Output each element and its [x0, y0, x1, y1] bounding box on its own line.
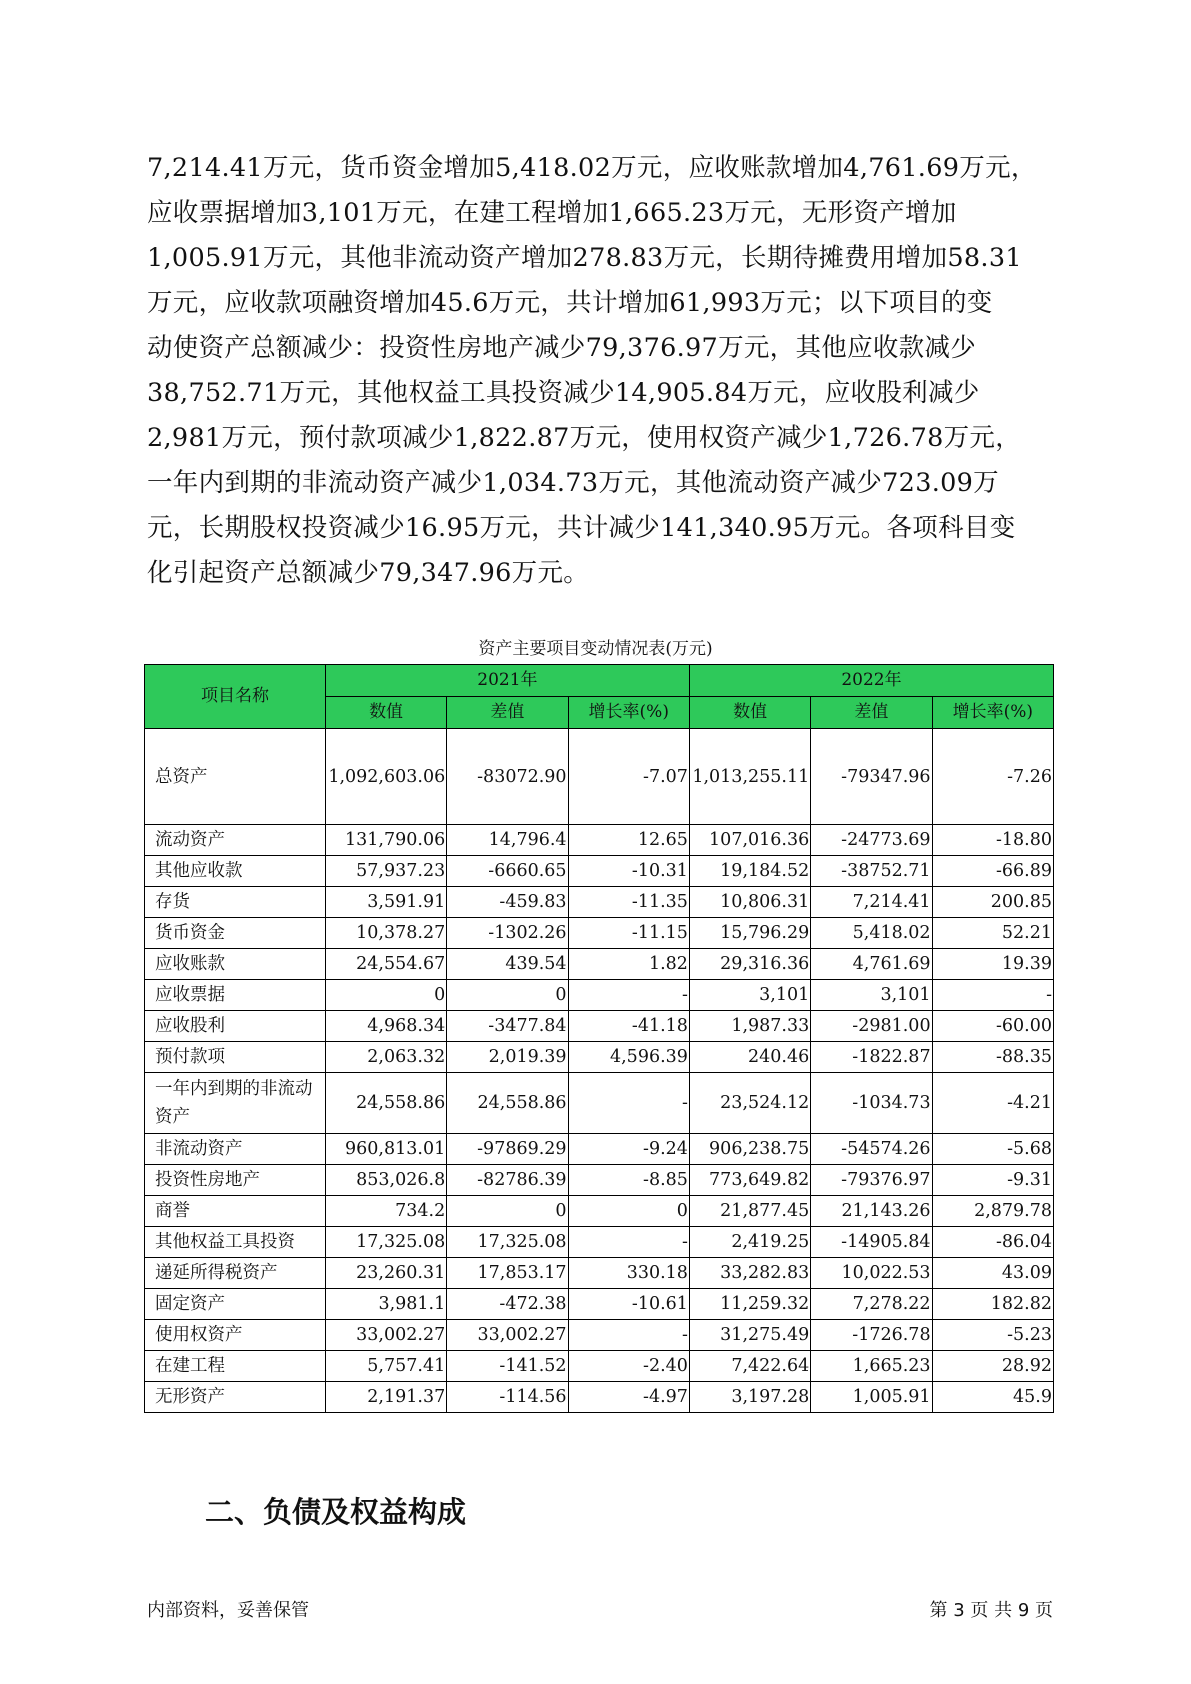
table-cell: 734.2	[325, 1196, 446, 1227]
paragraph-line: 元，长期股权投资减少16.95万元，共计减少141,340.95万元。各项科目变	[147, 513, 1016, 543]
table-cell: -6660.65	[447, 856, 568, 887]
header-item-name: 项目名称	[145, 665, 326, 729]
paragraph-line: 应收票据增加3,101万元，在建工程增加1,665.23万元，无形资产增加	[147, 198, 957, 228]
table-cell: 17,325.08	[325, 1227, 446, 1258]
table-cell: -3477.84	[447, 1011, 568, 1042]
table-cell: -86.04	[932, 1227, 1053, 1258]
table-cell: -38752.71	[811, 856, 932, 887]
table-cell: -	[568, 980, 689, 1011]
table-cell: -5.68	[932, 1134, 1053, 1165]
table-cell: -1034.73	[811, 1073, 932, 1134]
table-row	[145, 729, 1054, 825]
table-row	[145, 1073, 1054, 1134]
row-item-name: 应收股利	[145, 1011, 326, 1042]
row-item-name: 在建工程	[145, 1351, 326, 1382]
table-cell: 24,558.86	[325, 1073, 446, 1134]
table-cell: 19,184.52	[689, 856, 810, 887]
table-cell: -	[568, 1073, 689, 1134]
paragraph-line: 38,752.71万元，其他权益工具投资减少14,905.84万元，应收股利减少	[147, 378, 980, 408]
table-cell: 3,197.28	[689, 1382, 810, 1413]
table-cell: 1.82	[568, 949, 689, 980]
table-cell: -8.85	[568, 1165, 689, 1196]
paragraph-line: 1,005.91万元，其他非流动资产增加278.83万元，长期待摊费用增加58.31	[147, 243, 1022, 273]
table-cell: -10.61	[568, 1289, 689, 1320]
table-cell: -7.26	[932, 729, 1053, 825]
table-cell: 31,275.49	[689, 1320, 810, 1351]
table-cell: 200.85	[932, 887, 1053, 918]
table-cell: -4.21	[932, 1073, 1053, 1134]
row-item-name: 递延所得税资产	[145, 1258, 326, 1289]
header-growth-2022: 增长率(%)	[932, 697, 1053, 729]
table-row	[145, 825, 1054, 856]
table-cell: 3,981.1	[325, 1289, 446, 1320]
table-cell: -18.80	[932, 825, 1053, 856]
table-cell: -459.83	[447, 887, 568, 918]
table-cell: 33,002.27	[325, 1320, 446, 1351]
table-cell: 0	[447, 1196, 568, 1227]
table-cell: 21,877.45	[689, 1196, 810, 1227]
table-row	[145, 918, 1054, 949]
table-cell: 10,806.31	[689, 887, 810, 918]
paragraph-line: 7,214.41万元，货币资金增加5,418.02万元，应收账款增加4,761.69万元，	[147, 153, 1037, 183]
table-cell: -	[568, 1320, 689, 1351]
table-row	[145, 949, 1054, 980]
table-cell: 15,796.29	[689, 918, 810, 949]
table-cell: 3,101	[689, 980, 810, 1011]
table-cell: 3,591.91	[325, 887, 446, 918]
table-cell: -79347.96	[811, 729, 932, 825]
header-year-2021: 2021年	[325, 665, 689, 697]
row-item-name: 存货	[145, 887, 326, 918]
table-cell: 3,101	[811, 980, 932, 1011]
row-item-name: 货币资金	[145, 918, 326, 949]
table-cell: -97869.29	[447, 1134, 568, 1165]
table-row	[145, 980, 1054, 1011]
table-cell: 4,761.69	[811, 949, 932, 980]
table-cell: 33,282.83	[689, 1258, 810, 1289]
table-cell: -2981.00	[811, 1011, 932, 1042]
table-cell: -14905.84	[811, 1227, 932, 1258]
table-cell: 1,665.23	[811, 1351, 932, 1382]
row-item-name: 一年内到期的非流动资产	[145, 1073, 326, 1134]
table-cell: 21,143.26	[811, 1196, 932, 1227]
section-heading: 二、负债及权益构成	[205, 1495, 467, 1529]
table-cell: -7.07	[568, 729, 689, 825]
table-caption: 资产主要项目变动情况表(万元)	[478, 639, 713, 659]
table-cell: -4.97	[568, 1382, 689, 1413]
row-item-name: 固定资产	[145, 1289, 326, 1320]
table-cell: -	[568, 1227, 689, 1258]
header-diff-2022: 差值	[811, 697, 932, 729]
header-diff-2021: 差值	[447, 697, 568, 729]
table-cell: 240.46	[689, 1042, 810, 1073]
table-cell: -10.31	[568, 856, 689, 887]
row-item-name: 非流动资产	[145, 1134, 326, 1165]
table-cell: 45.9	[932, 1382, 1053, 1413]
table-cell: -	[932, 980, 1053, 1011]
table-cell: 23,524.12	[689, 1073, 810, 1134]
header-growth-2021: 增长率(%)	[568, 697, 689, 729]
row-item-name: 使用权资产	[145, 1320, 326, 1351]
table-cell: 24,554.67	[325, 949, 446, 980]
table-cell: 17,853.17	[447, 1258, 568, 1289]
table-cell: 2,419.25	[689, 1227, 810, 1258]
table-cell: 853,026.8	[325, 1165, 446, 1196]
table-cell: 131,790.06	[325, 825, 446, 856]
row-item-name: 其他应收款	[145, 856, 326, 887]
table-cell: -1726.78	[811, 1320, 932, 1351]
row-item-name: 商誉	[145, 1196, 326, 1227]
table-cell: -54574.26	[811, 1134, 932, 1165]
table-cell: 5,418.02	[811, 918, 932, 949]
table-cell: 5,757.41	[325, 1351, 446, 1382]
table-cell: 28.92	[932, 1351, 1053, 1382]
body-paragraph	[147, 146, 1053, 596]
table-row	[145, 1320, 1054, 1351]
table-cell: 0	[447, 980, 568, 1011]
table-cell: -2.40	[568, 1351, 689, 1382]
table-cell: 906,238.75	[689, 1134, 810, 1165]
table-cell: 2,063.32	[325, 1042, 446, 1073]
table-row	[145, 1351, 1054, 1382]
row-item-name: 预付款项	[145, 1042, 326, 1073]
table-cell: 1,092,603.06	[325, 729, 446, 825]
table-cell: 43.09	[932, 1258, 1053, 1289]
table-cell: 107,016.36	[689, 825, 810, 856]
paragraph-line: 化引起资产总额减少79,347.96万元。	[147, 558, 590, 588]
paragraph-line: 2,981万元，预付款项减少1,822.87万元，使用权资产减少1,726.78万元，	[147, 423, 1022, 453]
table-cell: 960,813.01	[325, 1134, 446, 1165]
table-cell: -79376.97	[811, 1165, 932, 1196]
table-cell: 23,260.31	[325, 1258, 446, 1289]
asset-change-table	[144, 664, 1054, 1413]
table-cell: 57,937.23	[325, 856, 446, 887]
table-cell: -114.56	[447, 1382, 568, 1413]
table-cell: 2,019.39	[447, 1042, 568, 1073]
table-cell: -66.89	[932, 856, 1053, 887]
table-cell: 1,005.91	[811, 1382, 932, 1413]
table-row	[145, 1011, 1054, 1042]
table-cell: 7,214.41	[811, 887, 932, 918]
table-cell: 10,022.53	[811, 1258, 932, 1289]
table-cell: 773,649.82	[689, 1165, 810, 1196]
row-item-name: 投资性房地产	[145, 1165, 326, 1196]
table-cell: 4,596.39	[568, 1042, 689, 1073]
table-cell: -1822.87	[811, 1042, 932, 1073]
paragraph-line: 万元，应收款项融资增加45.6万元，共计增加61,993万元；以下项目的变	[147, 288, 993, 318]
table-cell: 0	[568, 1196, 689, 1227]
table-cell: -5.23	[932, 1320, 1053, 1351]
table-cell: 52.21	[932, 918, 1053, 949]
table-cell: 17,325.08	[447, 1227, 568, 1258]
row-item-name: 无形资产	[145, 1382, 326, 1413]
table-cell: 29,316.36	[689, 949, 810, 980]
table-row	[145, 1134, 1054, 1165]
paragraph-line: 动使资产总额减少：投资性房地产减少79,376.97万元，其他应收款减少	[147, 333, 977, 363]
table-cell: 439.54	[447, 949, 568, 980]
header-value-2022: 数值	[689, 697, 810, 729]
table-cell: -41.18	[568, 1011, 689, 1042]
table-row	[145, 1289, 1054, 1320]
table-cell: -83072.90	[447, 729, 568, 825]
table-cell: -11.15	[568, 918, 689, 949]
table-cell: 330.18	[568, 1258, 689, 1289]
table-cell: 33,002.27	[447, 1320, 568, 1351]
table-row	[145, 1165, 1054, 1196]
table-row	[145, 1196, 1054, 1227]
table-cell: -1302.26	[447, 918, 568, 949]
table-row	[145, 1227, 1054, 1258]
row-item-name: 应收账款	[145, 949, 326, 980]
table-cell: -11.35	[568, 887, 689, 918]
table-cell: -141.52	[447, 1351, 568, 1382]
table-cell: 2,191.37	[325, 1382, 446, 1413]
table-cell: -82786.39	[447, 1165, 568, 1196]
footer-confidential-note: 内部资料，妥善保管	[147, 1600, 309, 1621]
table-row	[145, 1382, 1054, 1413]
footer-page-number: 第 3 页 共 9 页	[929, 1600, 1053, 1621]
table-cell: 10,378.27	[325, 918, 446, 949]
row-item-name: 流动资产	[145, 825, 326, 856]
table-cell: 4,968.34	[325, 1011, 446, 1042]
table-cell: -472.38	[447, 1289, 568, 1320]
table-cell: 7,278.22	[811, 1289, 932, 1320]
table-cell: 7,422.64	[689, 1351, 810, 1382]
table-row	[145, 1258, 1054, 1289]
header-value-2021: 数值	[325, 697, 446, 729]
table-cell: 19.39	[932, 949, 1053, 980]
table-cell: -9.31	[932, 1165, 1053, 1196]
row-item-name: 总资产	[145, 729, 326, 825]
paragraph-line: 一年内到期的非流动资产减少1,034.73万元，其他流动资产减少723.09万	[147, 468, 999, 498]
table-cell: 12.65	[568, 825, 689, 856]
header-year-2022: 2022年	[689, 665, 1053, 697]
table-cell: -9.24	[568, 1134, 689, 1165]
table-cell: 2,879.78	[932, 1196, 1053, 1227]
table-cell: 1,013,255.11	[689, 729, 810, 825]
table-cell: -24773.69	[811, 825, 932, 856]
table-cell: 182.82	[932, 1289, 1053, 1320]
table-cell: 1,987.33	[689, 1011, 810, 1042]
table-cell: 11,259.32	[689, 1289, 810, 1320]
table-cell: 0	[325, 980, 446, 1011]
row-item-name: 其他权益工具投资	[145, 1227, 326, 1258]
table-row	[145, 856, 1054, 887]
table-cell: 24,558.86	[447, 1073, 568, 1134]
table-cell: 14,796.4	[447, 825, 568, 856]
row-item-name: 应收票据	[145, 980, 326, 1011]
table-cell: -60.00	[932, 1011, 1053, 1042]
table-row	[145, 1042, 1054, 1073]
table-cell: -88.35	[932, 1042, 1053, 1073]
table-row	[145, 887, 1054, 918]
